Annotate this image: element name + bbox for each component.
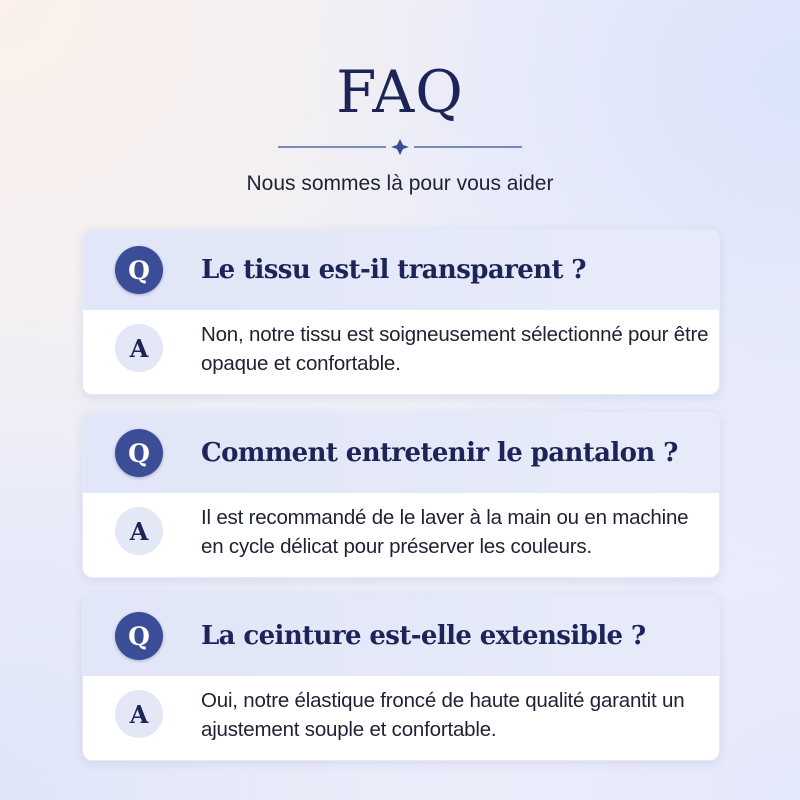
answer-row: [83, 676, 719, 760]
faq-card: [82, 595, 720, 761]
answer-badge: A: [115, 507, 163, 555]
answer-text: Non, notre tissu est soigneusement sélectionné pour être opaque et confortable.: [201, 323, 709, 375]
page-subtitle: Nous sommes là pour vous aider: [246, 172, 554, 195]
answer-text: Il est recommandé de le laver à la main ou en machine en cycle délicat pour préserver les couleurs.: [201, 506, 689, 558]
answer-badge: A: [115, 690, 163, 738]
diamond-icon: [391, 139, 409, 155]
question-row[interactable]: [83, 596, 719, 676]
question-badge: Q: [115, 429, 163, 477]
answer-badge: A: [115, 324, 163, 372]
question-text: Le tissu est-il transparent ?: [201, 255, 586, 285]
question-row[interactable]: [83, 230, 719, 310]
question-badge: Q: [115, 612, 163, 660]
answer-text: Oui, notre élastique froncé de haute qualité garantit un ajustement souple et confortable.: [201, 689, 685, 741]
question-badge: Q: [115, 246, 163, 294]
question-text: La ceinture est-elle extensible ?: [201, 621, 646, 651]
answer-row: [83, 493, 719, 577]
page-title: FAQ: [336, 58, 464, 126]
faq-card: [82, 412, 720, 578]
diamond-divider: [278, 138, 522, 156]
answer-row: [83, 310, 719, 394]
question-row[interactable]: [83, 413, 719, 493]
faq-card: [82, 229, 720, 395]
question-text: Comment entretenir le pantalon ?: [201, 438, 678, 468]
